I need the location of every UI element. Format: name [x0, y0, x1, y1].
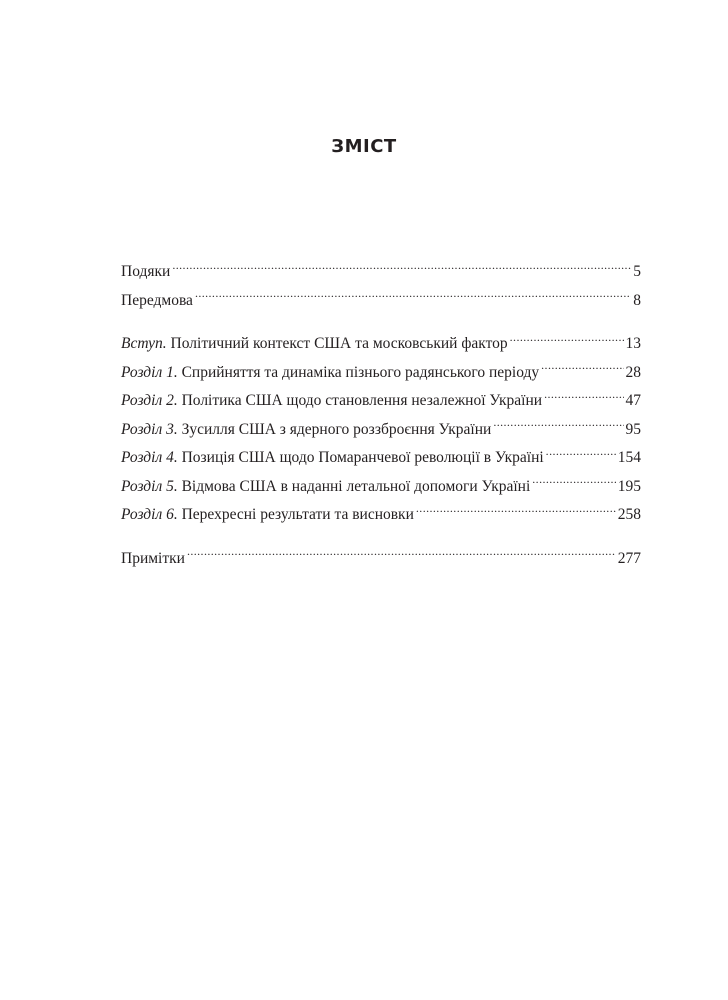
toc-entry-acknowledgements[interactable] [121, 258, 641, 287]
toc-entry-label [121, 287, 193, 316]
toc-entry-label [121, 501, 414, 530]
toc-page-number: 13 [625, 335, 641, 352]
toc-entry-label [121, 387, 542, 416]
toc-entry-prefix: Розділ 2. [121, 392, 178, 409]
toc-dot-leader [544, 390, 623, 406]
toc-entry-text: Примітки [121, 549, 185, 567]
toc-page-number: 154 [617, 449, 641, 466]
toc-entry-prefix: Розділ 6. [121, 506, 178, 523]
toc-entry-label [121, 258, 170, 287]
toc-entry-text: Подяки [121, 263, 171, 280]
toc-page-number: 195 [617, 477, 641, 495]
toc-entry-preface[interactable] [121, 287, 641, 316]
toc-dot-leader [541, 361, 623, 377]
toc-title: ЗМІСТ [331, 136, 397, 157]
toc-entry-text: Політичний контекст США та московський фактор [166, 335, 508, 352]
toc-entry-text: Зусилля США з ядерного роззброєння України [177, 420, 492, 438]
toc-dot-leader [172, 261, 631, 277]
toc-dot-leader [187, 547, 616, 563]
toc-entry-chapter-2[interactable] [121, 387, 641, 416]
toc-entry-text: Сприйняття та динаміка пізнього радянського періоду [177, 363, 540, 381]
toc-page-number: 95 [625, 420, 641, 438]
toc-page-number: 28 [625, 363, 641, 381]
toc-entry-prefix: Вступ. [121, 335, 167, 352]
toc-page-number: 8 [633, 291, 641, 309]
toc-entry-label [121, 473, 530, 502]
toc-page-number: 47 [625, 392, 641, 409]
toc-page-number: 5 [633, 263, 641, 280]
toc-entry-text: Передмова [121, 291, 193, 309]
toc-entry-chapter-1[interactable] [121, 359, 641, 388]
toc-entry-prefix: Розділ 5. [121, 477, 178, 495]
toc-entry-label [121, 416, 491, 445]
toc-entry-prefix: Розділ 1. [121, 363, 178, 381]
toc-dot-leader [416, 504, 616, 520]
toc-entry-label [121, 330, 508, 359]
toc-dot-leader [510, 333, 624, 349]
toc-entry-notes[interactable] [121, 545, 641, 574]
toc-entry-chapter-6[interactable] [121, 501, 641, 530]
toc-dot-leader [195, 289, 631, 305]
toc-entry-label [121, 359, 539, 388]
toc-page-number: 258 [617, 506, 641, 523]
toc-dot-leader [532, 475, 615, 491]
toc-entry-text: Позиція США щодо Помаранчевої революції в Україні [177, 449, 544, 466]
toc-entry-text: Політика США щодо становлення незалежної України [177, 392, 543, 409]
toc-entry-text: Відмова США в наданні летальної допомоги Україні [177, 477, 531, 495]
toc-dot-leader [493, 418, 623, 434]
toc-entry-prefix: Розділ 4. [121, 449, 178, 466]
toc-entry-chapter-4[interactable] [121, 444, 641, 473]
toc-dot-leader [546, 447, 616, 463]
toc-entry-introduction[interactable] [121, 330, 641, 359]
table-of-contents [121, 258, 641, 573]
toc-entry-label [121, 545, 185, 574]
toc-page-number: 277 [617, 549, 641, 567]
toc-entry-chapter-3[interactable] [121, 416, 641, 445]
toc-entry-label [121, 444, 544, 473]
toc-entry-chapter-5[interactable] [121, 473, 641, 502]
toc-entry-text: Перехресні результати та висновки [177, 506, 414, 523]
toc-entry-prefix: Розділ 3. [121, 420, 178, 438]
